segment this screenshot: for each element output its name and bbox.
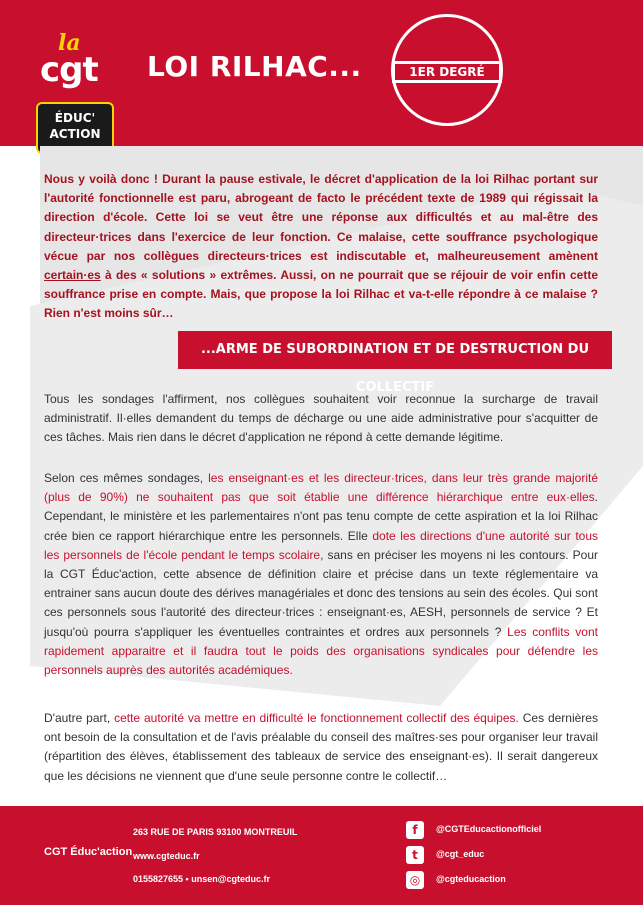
twitter-link[interactable] xyxy=(406,846,606,866)
instagram-handle: @cgteducaction xyxy=(436,874,506,884)
footer-contact[interactable]: 0155827655 • unsen@cgteduc.fr xyxy=(133,874,270,884)
paragraph-3: D'autre part, cette autorité va mettre en difficulté le fonctionnement collectif des équipes. Ces dernières ont besoin de la consultation et de l'avis préalable du conseil des maîtres·ses pour organiser leur travail (répartition des élèves, établissement des tableaux de service des enseignant·es). Il serait dangereux que les décisions ne viennent que d'une seule personne contre le collectif… xyxy=(44,711,598,783)
page-title: LOI RILHAC... xyxy=(147,50,362,83)
twitter-handle: @cgt_educ xyxy=(436,849,485,859)
logo-la: la xyxy=(58,30,81,56)
highlight-text: dote les directions d'une autorité sur tous les personnels de l'école pendant le temps scolaire xyxy=(44,528,599,562)
cgt-educaction-logo xyxy=(36,30,116,156)
degree-label: 1ER DEGRÉ xyxy=(409,65,485,79)
footer-website-link[interactable]: www.cgteduc.fr xyxy=(133,851,200,861)
paragraph-2: Selon ces mêmes sondages, les enseignant·es et les directeur·trices, dans leur très grande majorité (plus de 90%) ne souhaitent pas que soit établie une différence hiérarchique entre eux·elles. Cependant, le ministère et les parlementaires n'ont pas tenu compte de cette aspiration et la loi Rilhac crée bien ce rapport hiérarchique entre les personnels. Elle dote les directions d'une autorité sur tous les personnels de l'école pendant le temps scolaire, sans en préciser les moyens ni les contours. Pour la CGT Éduc'action, cette absence de définition claire et précise dans un texte réglementaire va entrainer sans aucun doute des dérives managériales et donc des tensions au sein des écoles. Qui sont ces personnels sous l'autorité des directeur·trices : enseignant·es, AESH, personnels de service ? Et jusqu'où pourra s'appliquer les éventuelles contraintes et ordres aux personnels ? Les conflits vont rapidement apparaitre et il faudra tout le poids des organisations syndicales pour défendre les personnels auprès des autorités académiques. xyxy=(44,471,599,678)
logo-educ-text: ÉDUC' xyxy=(54,111,96,125)
highlight-text: cette autorité va mettre en difficulté le fonctionnement collectif des équipes. xyxy=(114,711,519,725)
header-banner xyxy=(0,0,643,146)
footer-address: 263 RUE DE PARIS 93100 MONTREUIL xyxy=(133,827,298,837)
facebook-icon: f xyxy=(406,821,424,839)
instagram-icon: ◎ xyxy=(406,871,424,889)
facebook-handle: @CGTEducactionofficiel xyxy=(436,824,542,834)
twitter-icon: t xyxy=(406,846,424,864)
highlight-text: les enseignant·es et les directeur·trices, dans leur très grande majorité (plus de 90%) ne souhaitent pas que soit établie une différence hiérarchique entre eux·elles xyxy=(44,471,598,505)
degree-stamp xyxy=(391,14,503,126)
facebook-link[interactable] xyxy=(406,821,606,841)
section-heading: ...ARME DE SUBORDINATION ET DE DESTRUCTION DU COLLECTIF xyxy=(200,342,590,395)
intro-paragraph: Nous y voilà donc ! Durant la pause estivale, le décret d'application de la loi Rilhac portant sur l'autorité fonctionnelle est paru, abrogeant de facto le précédent texte de 1989 qui régissait la direction d'école. Cette loi se veut être une réponse aux difficultés et au mal-être des directeur·trices dans l'exercice de leur fonction. Ce malaise, cette souffrance psychologique vécue par nos collègues directeurs·trices est indiscutable et, malheureusement amènent certain·es à des « solutions » extrêmes. Aussi, on ne pourrait que se réjouir de voir enfin cette souffrance prise en compte. Mais, que propose la loi Rilhac et va-t-elle répondre à ce malaise ? Rien n'est moins sûr… xyxy=(44,172,598,321)
paragraph-1: Tous les sondages l'affirment, nos collègues souhaitent voir reconnue la surcharge de travail administratif. Il·elles demandent du temps de décharge ou une aide administrative pour s'acquitter de ces tâches. Mais rien dans le décret d'application ne répond à cette demande légitime. xyxy=(44,392,598,445)
underlined-word: certain·es xyxy=(44,268,101,283)
highlight-text: Les conflits vont rapidement apparaitre et il faudra tout le poids des organisations syndicales pour défendre les personnels auprès des autorités académiques. xyxy=(44,624,598,678)
instagram-link[interactable] xyxy=(406,871,606,891)
logo-action-text: ACTION xyxy=(49,127,101,141)
logo-cgt: cgt xyxy=(40,50,98,90)
section-heading-band xyxy=(178,331,612,395)
footer-brand: CGT Éduc'action xyxy=(44,846,133,858)
